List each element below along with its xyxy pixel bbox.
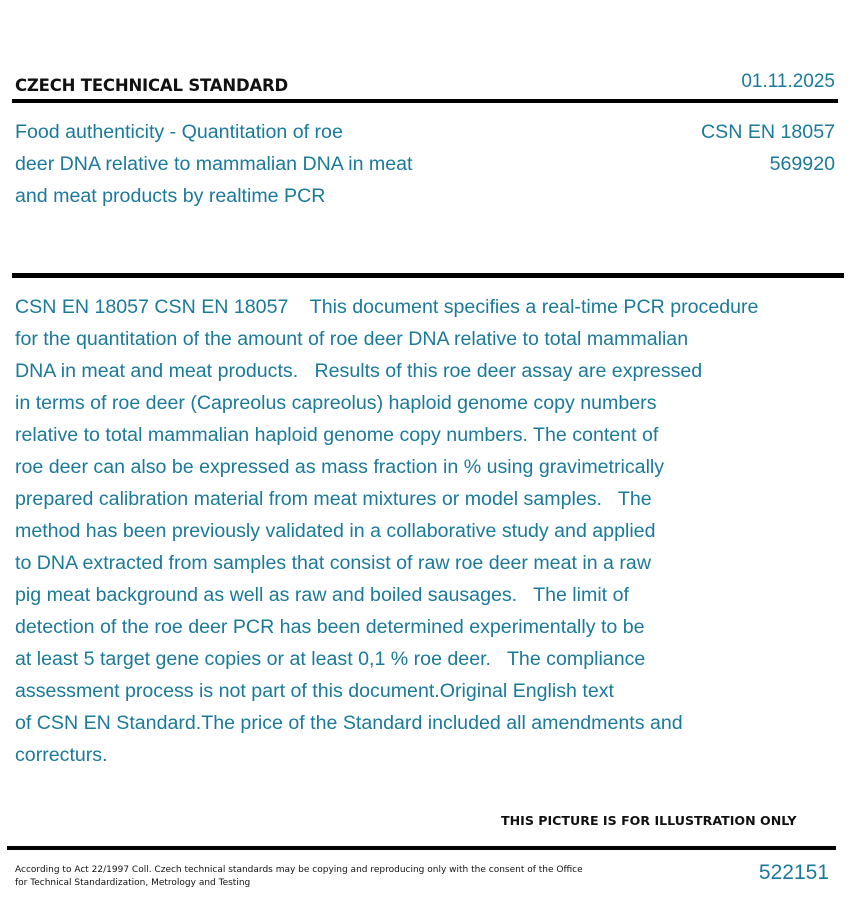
abstract-line: DNA in meat and meat products. Results of this roe deer assay are expressed (15, 360, 703, 382)
abstract-line: for the quantitation of the amount of roe deer DNA relative to total mammalian (15, 328, 689, 350)
standard-title-line: Food authenticity - Quantitation of roe (15, 121, 343, 143)
abstract-line: pig meat background as well as raw and boiled sausages. The limit of (15, 584, 629, 606)
abstract-line: roe deer can also be expressed as mass fraction in % using gravimetrically (15, 456, 665, 478)
standard-number: 569920 (769, 153, 835, 175)
title-divider (12, 273, 844, 278)
abstract-line: detection of the roe deer PCR has been determined experimentally to be (15, 616, 645, 638)
abstract-line: prepared calibration material from meat mixtures or model samples. The (15, 488, 652, 510)
legal-notice-line: According to Act 22/1997 Coll. Czech technical standards may be copying and reproducing only with the consent of the Office (15, 865, 583, 875)
abstract-line: in terms of roe deer (Capreolus capreolus) haploid genome copy numbers (15, 392, 657, 414)
standard-title-line: deer DNA relative to mammalian DNA in meat (15, 153, 413, 175)
legal-notice (15, 864, 615, 890)
footer-divider (7, 846, 836, 850)
legal-notice-line: for Technical Standardization, Metrology and Testing (15, 878, 251, 888)
illustration-notice: THIS PICTURE IS FOR ILLUSTRATION ONLY (501, 813, 797, 828)
standard-title-line: and meat products by realtime PCR (15, 185, 326, 207)
abstract-line: CSN EN 18057 CSN EN 18057 This document specifies a real-time PCR procedure (15, 296, 759, 318)
abstract-line: of CSN EN Standard.The price of the Standard included all amendments and (15, 712, 683, 734)
standard-code: CSN EN 18057 (701, 121, 835, 143)
standard-identifiers (701, 116, 835, 180)
document-heading: CZECH TECHNICAL STANDARD (15, 76, 289, 95)
abstract-line: assessment process is not part of this document.Original English text (15, 680, 614, 702)
abstract-line: at least 5 target gene copies or at least 0,1 % roe deer. The compliance (15, 648, 646, 670)
abstract-line: to DNA extracted from samples that consist of raw roe deer meat in a raw (15, 552, 651, 574)
abstract-text (15, 291, 845, 771)
standard-title (15, 116, 515, 212)
abstract-line: correcturs. (15, 744, 108, 766)
document-id: 522151 (758, 861, 829, 884)
abstract-line: relative to total mammalian haploid genome copy numbers. The content of (15, 424, 659, 446)
publication-date: 01.11.2025 (741, 71, 835, 92)
abstract-line: method has been previously validated in a collaborative study and applied (15, 520, 656, 542)
header-divider (12, 99, 838, 103)
